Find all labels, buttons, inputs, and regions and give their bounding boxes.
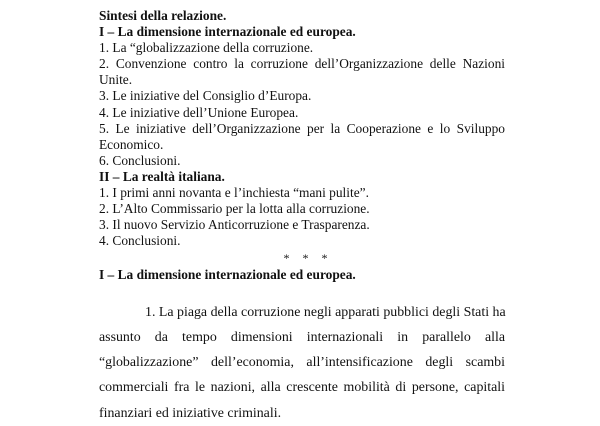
- part1-item-1: 1. La “globalizzazione della corruzione.: [99, 40, 314, 56]
- summary-title: Sintesi della relazione.: [99, 8, 227, 23]
- part2-item-4: 4. Conclusioni.: [99, 233, 181, 249]
- paragraph-line-2: assunto da tempo dimensioni internazionali in parallelo alla: [99, 329, 505, 345]
- part1-item-6: 6. Conclusioni.: [99, 152, 181, 168]
- part1-heading: I – La dimensione internazionale ed europea.: [99, 24, 356, 40]
- part1-item-4: 4. Le iniziative dell’Unione Europea.: [99, 104, 299, 120]
- section-paragraph: [99, 300, 505, 426]
- part1-item-3: 3. Le iniziative del Consiglio d’Europa.: [99, 88, 312, 104]
- part2-heading: II – La realtà italiana.: [99, 168, 225, 184]
- part2-item-2: 2. L’Alto Commissario per la lotta alla corruzione.: [99, 201, 370, 217]
- part2-item-1: 1. I primi anni novanta e l’inchiesta “mani pulite”.: [99, 185, 369, 201]
- section-separator: * * *: [283, 251, 333, 266]
- paragraph-line-5: finanziari ed iniziative criminali.: [99, 405, 282, 421]
- part1-item-2: 2. Convenzione contro la corruzione dell’Organizzazione delle Nazioni: [99, 56, 505, 72]
- paragraph-line-4: commerciali fra le nazioni, alla crescente mobilità di persone, capitali: [99, 380, 505, 396]
- paragraph-line-3: “globalizzazione” dell’economia, all’intensificazione degli scambi: [99, 355, 505, 371]
- paragraph-line-1: 1. La piaga della corruzione negli apparati pubblici degli Stati ha: [145, 304, 506, 320]
- document-page: [99, 8, 505, 426]
- part2-item-3: 3. Il nuovo Servizio Anticorruzione e Trasparenza.: [99, 217, 370, 233]
- section-heading: I – La dimensione internazionale ed europea.: [99, 267, 356, 283]
- part1-item-2-cont: Unite.: [99, 72, 133, 88]
- part1-item-5: 5. Le iniziative dell’Organizzazione per la Cooperazione e lo Sviluppo: [99, 120, 505, 136]
- part1-item-5-cont: Economico.: [99, 136, 164, 152]
